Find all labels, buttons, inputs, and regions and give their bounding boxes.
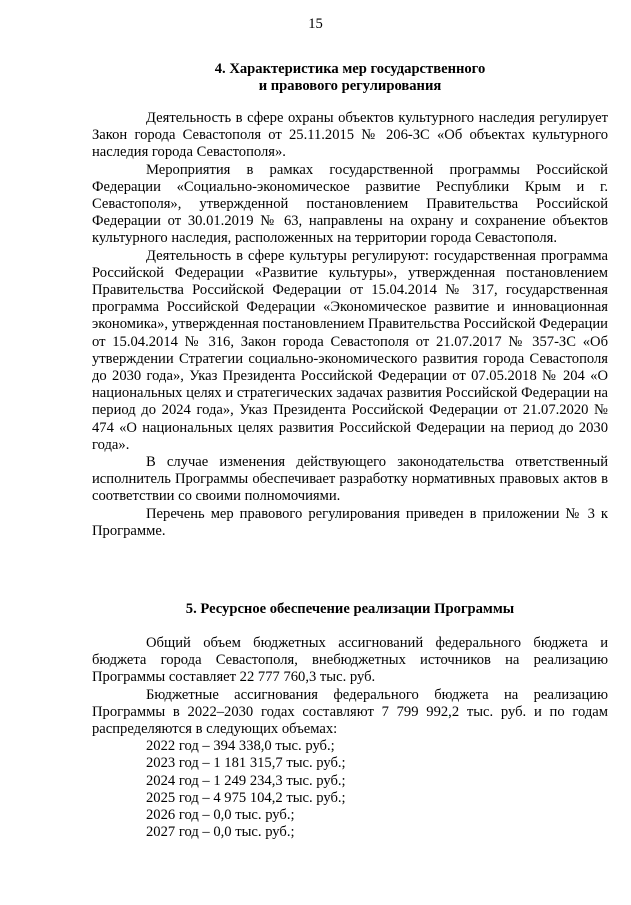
paragraph: В случае изменения действующего законодательства ответственный исполнитель Программы обеспечивает разработку нормативных правовых актов в соответствии со своими полномочиями. [92,454,608,505]
paragraph: Общий объем бюджетных ассигнований федерального бюджета и бюджета города Севастополя, внебюджетных источников на реализацию Программы составляет 22 777 760,3 тыс. руб. [92,635,608,686]
paragraph: Бюджетные ассигнования федерального бюджета на реализацию Программы в 2022–2030 годах составляют 7 799 992,2 тыс. руб. и по годам распределяются в следующих объемах: [92,686,608,738]
year-allocation-item: 2023 год – 1 181 315,7 тыс. руб.; [146,755,346,772]
section-5-title: 5. Ресурсное обеспечение реализации Программы [185,601,515,617]
section-4-heading [92,61,608,95]
section-4-title-line-2: и правового регулирования [258,78,442,95]
section-4-body [92,110,608,540]
paragraph: Деятельность в сфере охраны объектов культурного наследия регулирует Закон города Севастополя от 25.11.2015 № 206-ЗС «Об объектах культурного наследия города Севастополя». [92,110,608,161]
year-allocation-item: 2025 год – 4 975 104,2 тыс. руб.; [146,789,346,806]
section-5-heading [92,601,608,618]
paragraph: Мероприятия в рамках государственной программы Российской Федерации «Социально-экономическое развитие Республики Крым и г. Севастополя», утвержденной постановлением Правительства Российской Федерации от 30.01.2019 № 63, направлены на охрану и сохранение объектов культурного наследия, расположенных на территории города Севастополя. [92,161,608,247]
year-allocation-item: 2024 год – 1 249 234,3 тыс. руб.; [146,772,346,789]
paragraph: Перечень мер правового регулирования приведен в приложении № 3 к Программе. [92,505,608,539]
section-4-title-line-1: 4. Характеристика мер государственного [214,61,486,77]
year-allocation-item: 2026 год – 0,0 тыс. руб.; [146,807,295,824]
year-allocation-item: 2022 год – 394 338,0 тыс. руб.; [146,738,335,755]
paragraph: Деятельность в сфере культуры регулируют: государственная программа Российской Федерации «Развитие культуры», утвержденная постановлением Правительства Российской Федерации от 15.04.2014 № 317, государственная программа Российской Федерации «Экономическое развитие и инновационная экономика», утвержденная постановлением Правительства Российской Федерации от 15.04.2014 № 316, Закон города Севастополя от 21.07.2017 № 357-ЗС «Об утверждении Стратегии социально-экономического развития города Севастополя до 2030 года», Указ Президента Российской Федерации от 07.05.2018 № 204 «О национальных целях и стратегических задачах развития Российской Федерации на период до 2024 года», Указ Президента Российской Федерации от 21.07.2020 № 474 «О национальных целях развития Российской Федерации на период до 2030 года». [92,247,608,453]
year-allocation-item: 2027 год – 0,0 тыс. руб.; [146,824,295,841]
section-5-body [92,635,608,841]
page-number: 15 [308,16,323,32]
